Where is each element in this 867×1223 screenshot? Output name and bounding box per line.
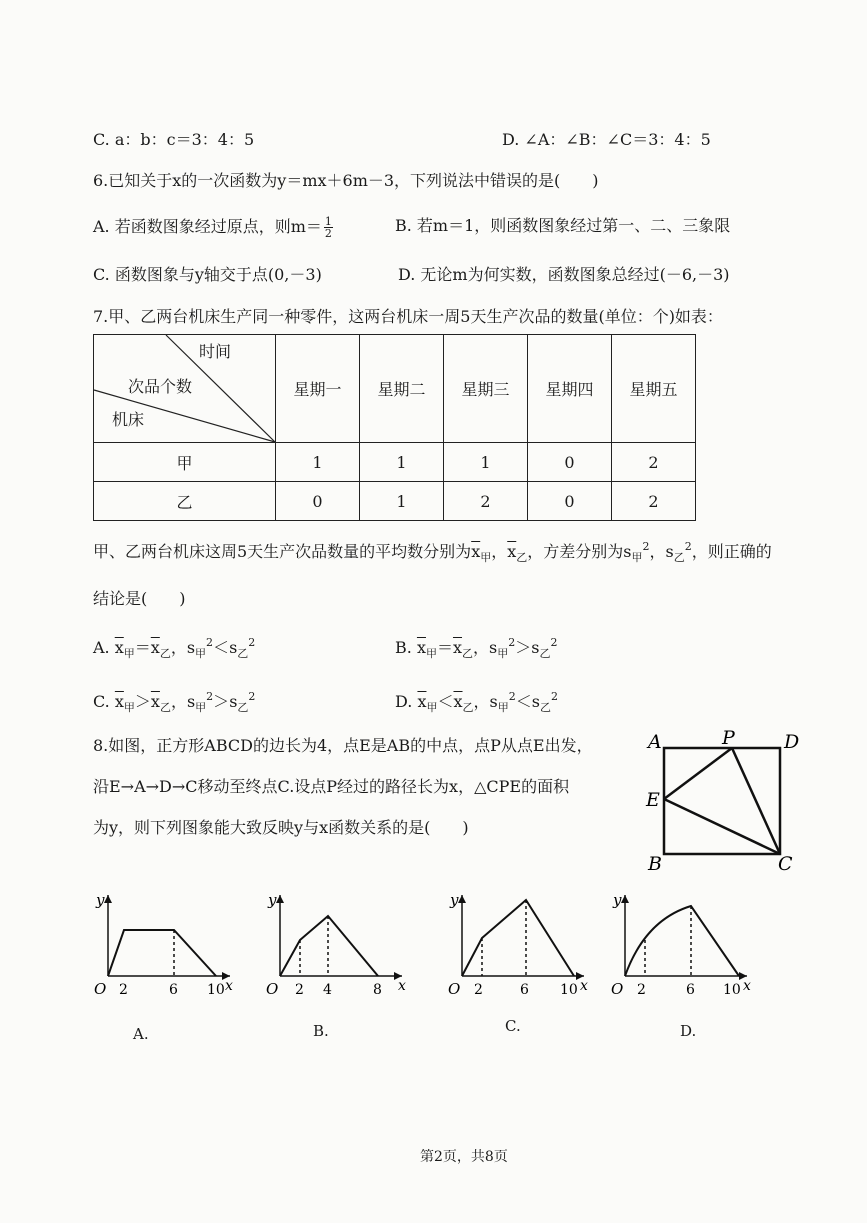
q7-option xyxy=(395,633,557,664)
mean-subscript: 乙 xyxy=(516,551,528,564)
q6-option-a xyxy=(93,216,333,239)
variance-symbol: s xyxy=(186,692,196,711)
mean-subscript: 甲 xyxy=(425,647,437,660)
square-figure xyxy=(640,728,820,878)
mean-symbol: $\overline{x}$ xyxy=(452,638,463,657)
table-row-label: 甲 xyxy=(94,443,276,482)
tick-label: 2 xyxy=(119,982,128,998)
q6-option-b: B. 若m＝1，则函数图象经过第一、二、三象限 xyxy=(395,216,731,235)
variance-subscript: 甲 xyxy=(631,551,643,564)
axis-x-label: x xyxy=(225,978,233,994)
comma: ， xyxy=(170,692,187,711)
mean-symbol: $\overline{x}$ xyxy=(150,638,160,657)
mean-subscript: 乙 xyxy=(159,701,171,714)
table-row xyxy=(94,443,696,482)
table-cell: 1 xyxy=(276,443,360,482)
origin-label: O xyxy=(94,980,107,998)
variance-exponent: 2 xyxy=(206,690,214,703)
mean-relation: ＝ xyxy=(134,638,151,657)
variance-exponent: 2 xyxy=(248,636,256,649)
vertex-label-p: P xyxy=(722,727,735,749)
q7-option xyxy=(93,633,255,664)
table-header-day: 星期五 xyxy=(612,335,696,443)
variance-exponent: 2 xyxy=(550,690,558,703)
mean-subscript: 乙 xyxy=(462,647,474,660)
mean-symbol: $\overline{x}$ xyxy=(507,542,517,561)
variance-subscript: 甲 xyxy=(497,647,509,660)
variance-relation: ＜ xyxy=(515,692,532,711)
table-header-day: 星期二 xyxy=(360,335,444,443)
variance-symbol: s xyxy=(489,638,498,657)
tick-label: 10 xyxy=(207,982,225,998)
table-header-day: 星期一 xyxy=(276,335,360,443)
table-corner-cell xyxy=(94,335,276,443)
mean-subscript: 乙 xyxy=(159,647,171,660)
tick-label: 6 xyxy=(169,982,178,998)
table-header-day: 星期四 xyxy=(528,335,612,443)
tick-label: 6 xyxy=(686,982,695,998)
q7-after-tail: ，方差分别为 xyxy=(527,542,624,561)
table-cell: 2 xyxy=(444,482,528,521)
variance-subscript: 乙 xyxy=(539,647,551,660)
tick-label: 6 xyxy=(520,982,529,998)
mean-symbol: $\overline{x}$ xyxy=(114,692,124,711)
axis-x-label: x xyxy=(743,978,751,994)
defect-table xyxy=(93,334,696,521)
mean-symbol: $\overline{x}$ xyxy=(471,542,481,561)
axis-x-label: x xyxy=(580,978,588,994)
mean-subscript: 甲 xyxy=(426,701,438,714)
mean-relation: ＜ xyxy=(437,692,454,711)
q7-after-end: ，则正确的 xyxy=(691,542,772,561)
variance-relation: ＞ xyxy=(515,638,532,657)
graph-d-label: D. xyxy=(680,1022,697,1040)
mean-symbol: $\overline{x}$ xyxy=(453,692,463,711)
mean-symbol: $\overline{x}$ xyxy=(416,638,426,657)
variance-exponent: 2 xyxy=(248,690,256,703)
variance-symbol: s xyxy=(531,692,540,711)
table-cell: 0 xyxy=(528,482,612,521)
origin-label: O xyxy=(448,980,461,998)
q6-option-a-text: A. 若函数图象经过原点，则m＝ xyxy=(93,217,322,236)
fraction-denominator: 2 xyxy=(324,227,332,240)
variance-exponent: 2 xyxy=(508,636,516,649)
table-row-label: 乙 xyxy=(94,482,276,521)
axis-x-label: x xyxy=(398,978,406,994)
tick-label: 10 xyxy=(560,982,578,998)
q7-option xyxy=(395,687,558,718)
variance-exponent: 2 xyxy=(642,540,650,553)
tick-label: 2 xyxy=(637,982,646,998)
graph-a-label: A. xyxy=(133,1025,149,1043)
variance-symbol: s xyxy=(623,542,632,561)
comma: ， xyxy=(491,542,508,561)
mean-symbol: $\overline{x}$ xyxy=(150,692,160,711)
corner-label-count: 次品个数 xyxy=(128,377,193,396)
option-label: A. xyxy=(93,638,110,657)
vertex-label-e: E xyxy=(646,789,660,811)
variance-symbol: s xyxy=(186,638,196,657)
variance-subscript: 乙 xyxy=(237,647,249,660)
q7-stem: 7.甲、乙两台机床生产同一种零件，这两台机床一周5天生产次品的数量(单位：个)如表： xyxy=(93,307,723,326)
q7-after-table xyxy=(93,537,772,568)
variance-subscript: 甲 xyxy=(195,647,207,660)
variance-symbol: s xyxy=(229,638,238,657)
table-header-day: 星期三 xyxy=(444,335,528,443)
variance-subscript: 甲 xyxy=(497,701,509,714)
option-label: C. xyxy=(93,692,110,711)
axis-y-label: y xyxy=(96,891,105,909)
mean-subscript: 甲 xyxy=(123,647,135,660)
graph-b-label: B. xyxy=(313,1022,329,1040)
vertex-label-b: B xyxy=(648,853,662,875)
tick-label: 4 xyxy=(323,982,332,998)
comma: ， xyxy=(170,638,187,657)
graph-a xyxy=(94,890,233,1000)
corner-label-machine: 机床 xyxy=(112,410,145,429)
variance-symbol: s xyxy=(489,692,498,711)
graph-b xyxy=(266,890,410,1000)
comma: ， xyxy=(473,638,490,657)
page-footer: 第2页，共8页 xyxy=(420,1149,508,1165)
fraction xyxy=(324,216,333,239)
fraction-numerator: 1 xyxy=(324,215,332,228)
mean-symbol: $\overline{x}$ xyxy=(417,692,427,711)
mean-subscript: 乙 xyxy=(462,701,474,714)
variance-exponent: 2 xyxy=(550,636,558,649)
table-cell: 1 xyxy=(360,443,444,482)
graph-c-label: C. xyxy=(505,1017,521,1035)
option-label: B. xyxy=(395,638,412,657)
variance-subscript: 甲 xyxy=(195,701,207,714)
q7-option xyxy=(93,687,255,718)
variance-exponent: 2 xyxy=(508,690,516,703)
variance-symbol: s xyxy=(665,542,674,561)
tick-label: 2 xyxy=(474,982,483,998)
q8-line-2: 沿E→A→D→C移动至终点C.设点P经过的路径长为x，△CPE的面积 xyxy=(93,777,570,796)
vertex-label-d: D xyxy=(784,731,800,753)
mean-relation: ＞ xyxy=(134,692,151,711)
table-cell: 1 xyxy=(444,443,528,482)
tick-label: 2 xyxy=(295,982,304,998)
tick-label: 10 xyxy=(723,982,741,998)
mean-subscript: 甲 xyxy=(123,701,135,714)
axis-y-label: y xyxy=(450,891,459,909)
origin-label: O xyxy=(611,980,624,998)
graph-c xyxy=(448,890,592,1000)
variance-relation: ＞ xyxy=(213,692,230,711)
graph-d xyxy=(611,890,755,1000)
comma: ， xyxy=(473,692,490,711)
q6-option-d: D. 无论m为何实数，函数图象总经过(－6,－3) xyxy=(398,265,730,284)
mean-symbol: $\overline{x}$ xyxy=(114,638,124,657)
variance-subscript: 乙 xyxy=(237,701,249,714)
q8-line-1: 8.如图，正方形ABCD的边长为4，点E是AB的中点，点P从点E出发， xyxy=(93,736,593,755)
variance-symbol: s xyxy=(531,638,540,657)
variance-subscript: 乙 xyxy=(539,701,551,714)
table-cell: 0 xyxy=(528,443,612,482)
corner-label-time: 时间 xyxy=(199,342,232,361)
q5-option-c: C. a：b：c＝3：4：5 xyxy=(93,130,255,149)
variance-exponent: 2 xyxy=(684,540,692,553)
variance-symbol: s xyxy=(229,692,238,711)
vertex-label-a: A xyxy=(648,731,662,753)
table-cell: 2 xyxy=(612,482,696,521)
option-label: D. xyxy=(395,692,413,711)
q6-stem: 6.已知关于x的一次函数为y＝mx＋6m－3，下列说法中错误的是( ) xyxy=(93,171,599,190)
tick-label: 8 xyxy=(373,982,382,998)
variance-subscript: 乙 xyxy=(673,551,685,564)
axis-y-label: y xyxy=(268,891,277,909)
table-cell: 0 xyxy=(276,482,360,521)
axis-y-label: y xyxy=(613,891,622,909)
mean-subscript: 甲 xyxy=(480,551,492,564)
q5-option-d: D. ∠A：∠B：∠C＝3：4：5 xyxy=(502,130,711,149)
variance-relation: ＜ xyxy=(213,638,230,657)
origin-label: O xyxy=(266,980,279,998)
variance-exponent: 2 xyxy=(206,636,214,649)
q6-option-c: C. 函数图象与y轴交于点(0,－3) xyxy=(93,265,322,284)
q7-after-text: 甲、乙两台机床这周5天生产次品数量的平均数分别为 xyxy=(93,542,472,561)
mean-relation: ＝ xyxy=(436,638,453,657)
q8-line-3: 为y，则下列图象能大致反映y与x函数关系的是( ) xyxy=(93,818,469,837)
table-cell: 2 xyxy=(612,443,696,482)
comma: ， xyxy=(649,542,666,561)
table-cell: 1 xyxy=(360,482,444,521)
vertex-label-c: C xyxy=(778,853,793,875)
table-row xyxy=(94,482,696,521)
q7-after-2: 结论是( ) xyxy=(93,589,186,608)
